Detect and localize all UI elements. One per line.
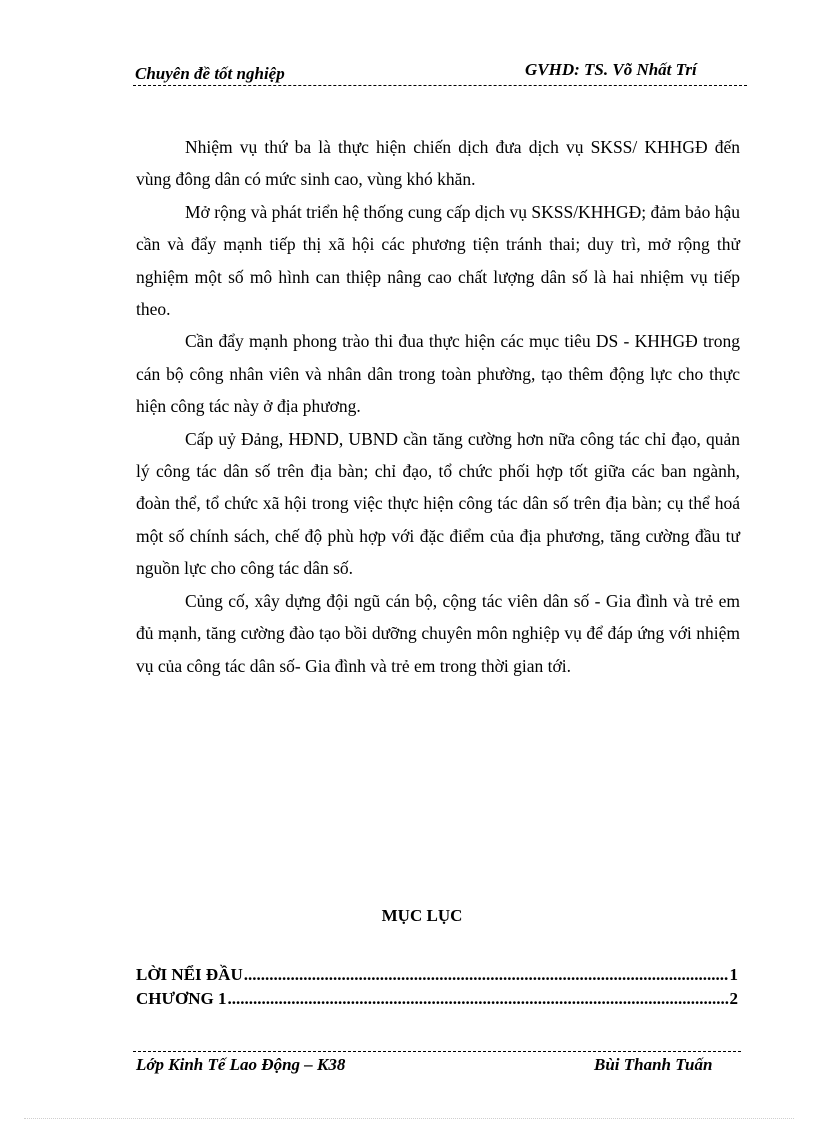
toc-leader-dots [244, 963, 729, 987]
toc-entry[interactable] [136, 987, 738, 1011]
footer-class: Lớp Kinh Tế Lao Động – K38 [136, 1055, 346, 1074]
toc-heading-text: MỤC LỤC [381, 906, 463, 925]
table-of-contents [136, 963, 738, 1011]
toc-heading [0, 906, 816, 926]
toc-entry[interactable] [136, 963, 738, 987]
paragraph: Nhiệm vụ thứ ba là thực hiện chiến dịch đưa dịch vụ SKSS/ KHHGĐ đến vùng đông dân có mức sinh cao, vùng khó khăn. [136, 137, 740, 190]
header-supervisor: GVHD: TS. Võ Nhất Trí [525, 60, 697, 79]
toc-entry-page: 2 [729, 989, 738, 1008]
footer-divider [133, 1051, 741, 1052]
toc-entry-page: 1 [729, 965, 738, 984]
toc-entry-label: CHƯƠNG 1 [136, 989, 227, 1008]
paragraph: Cấp uỷ Đảng, HĐND, UBND cần tăng cường hơn nữa công tác chỉ đạo, quản lý công tác dân số trên địa bàn; chỉ đạo, tổ chức phối hợp tốt giữa các ban ngành, đoàn thể, tổ chức xã hội trong việc thực hiện công tác dân số trên địa bàn; cụ thể hoá một số chính sách, chế độ phù hợp với đặc điểm của địa phương, tăng cường đầu tư nguồn lực cho công tác dân số. [136, 428, 740, 579]
header-divider [133, 85, 747, 86]
footer-author: Bùi Thanh Tuấn [594, 1055, 713, 1074]
page-bottom-border [24, 1118, 794, 1119]
document-body [136, 131, 740, 682]
page-header [133, 58, 747, 88]
paragraph: Cần đẩy mạnh phong trào thi đua thực hiện các mục tiêu DS - KHHGĐ trong cán bộ công nhân viên và nhân dân trong toàn phường, tạo thêm động lực cho thực hiện công tác này ở địa phương. [136, 331, 740, 417]
toc-entry-label: LỜI NỂI ĐẦU [136, 965, 243, 984]
paragraph: Củng cố, xây dựng đội ngũ cán bộ, cộng tác viên dân số - Gia đình và trẻ em đủ mạnh, tăng cường đào tạo bồi dưỡng chuyên môn nghiệp vụ để đáp ứng với nhiệm vụ của công tác dân số- Gia đình và trẻ em trong thời gian tới. [136, 590, 740, 676]
toc-leader-dots [228, 987, 729, 1011]
paragraph: Mở rộng và phát triển hệ thống cung cấp dịch vụ SKSS/KHHGĐ; đảm bảo hậu cần và đẩy mạnh tiếp thị xã hội các phương tiện tránh thai; duy trì, mở rộng thử nghiệm một số mô hình can thiệp nâng cao chất lượng dân số là hai nhiệm vụ tiếp theo. [136, 201, 740, 320]
header-title: Chuyên đề tốt nghiệp [135, 64, 285, 83]
